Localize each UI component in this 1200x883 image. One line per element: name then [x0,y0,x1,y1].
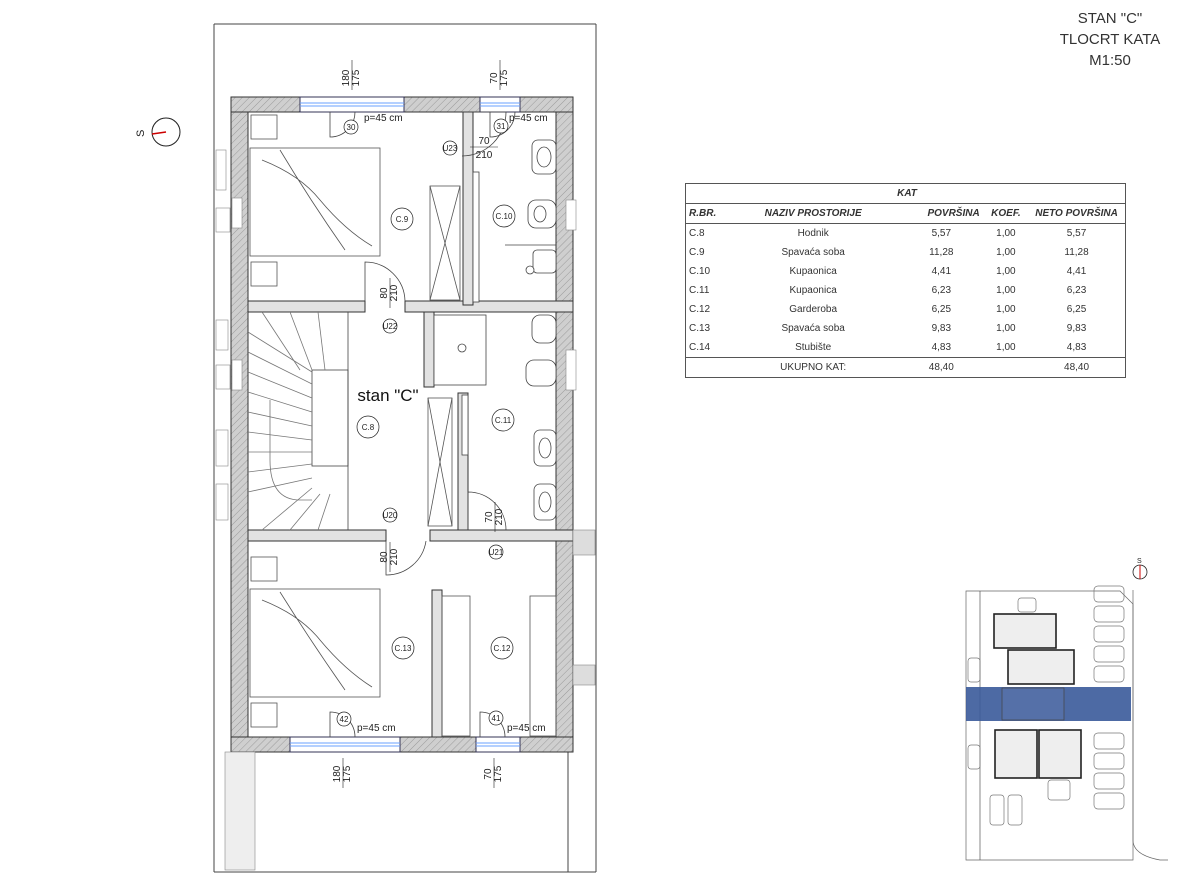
cell-rbr: C.10 [686,262,728,281]
cell-povrsina: 6,25 [931,304,952,315]
cell-neto: 6,23 [1028,281,1125,300]
room-tag-c11: C.11 [494,416,512,425]
bed-lower [250,557,380,727]
cell-povrsina: 4,41 [931,266,952,277]
cell-povrsina: 9,83 [931,323,952,334]
cell-povrsina: 11,28 [929,247,954,258]
window-tag-41: 41 [491,714,501,723]
cell-koef: 1,00 [996,304,1016,315]
window-tag-42: 42 [339,715,349,724]
total-label: UKUPNO KAT: [727,358,899,378]
cell-koef: 1,00 [996,247,1016,258]
cell-neto: 9,83 [1028,319,1125,338]
apartment-label: stan "C" [357,386,419,405]
table-section-label: KAT [686,184,1126,204]
window-dim-bottom-left-width: 180 [332,765,343,783]
cell-koef: 1,00 [996,342,1016,353]
window-dim-bottom-left-height: 175 [342,765,353,783]
door-dim-u21-height: 210 [494,508,505,526]
header-koef: KOEF. [984,204,1028,224]
key-plan [966,586,1168,860]
cell-naziv: Hodnik [797,228,829,239]
door-dim-u22-height: 210 [389,284,400,302]
cell-rbr: C.13 [686,319,728,338]
cell-neto: 5,57 [1028,224,1125,244]
window-dim-top-right-width: 70 [489,72,500,84]
cell-koef: 1,00 [996,266,1016,277]
title-scale: M1:50 [1089,52,1131,69]
room-tag-c8: C.8 [361,423,375,432]
sill-label-top-right: p=45 cm [509,113,548,124]
cell-rbr: C.12 [686,300,728,319]
cell-rbr: C.11 [686,281,728,300]
door-dim-u21-width: 70 [484,511,495,523]
door-tag-u22: U22 [382,322,398,331]
cell-koef: 1,00 [996,285,1016,296]
room-tag-c10: C.10 [495,212,513,221]
sill-label-bottom-left: p=45 cm [357,723,396,734]
hallway-wardrobe [428,398,452,526]
cell-neto: 4,83 [1028,338,1125,358]
door-tag-u23: U23 [442,144,458,153]
header-rbr: R.BR. [686,204,728,224]
svg-text:S: S [135,129,147,137]
room-tag-c9: C.9 [395,215,409,224]
cell-naziv: Spavaća soba [781,247,845,258]
cell-rbr: C.9 [686,243,728,262]
bedroom-wardrobe [430,186,460,300]
window-dim-top-left-width: 180 [341,69,352,87]
sill-label-bottom-right: p=45 cm [507,723,546,734]
title-drawing: TLOCRT KATA [1059,31,1161,48]
window-dim-top-left-height: 175 [351,69,362,87]
door-dim-u23-width: 70 [478,136,490,147]
door-dim-u20-height: 210 [389,548,400,566]
window-tag-31: 31 [496,122,506,131]
staircase [248,312,348,530]
window-dim-bottom-right-width: 70 [483,768,494,780]
title-apartment: STAN "C" [1077,10,1143,27]
cell-rbr: C.14 [686,338,728,358]
window-dim-top-right-height: 175 [499,69,510,87]
cell-neto: 4,41 [1028,262,1125,281]
room-tag-c13: C.13 [394,644,412,653]
cell-naziv: Spavaća soba [781,323,845,334]
cell-rbr: C.8 [686,224,728,244]
key-plan-north-arrow-icon [1133,558,1147,579]
cell-neto: 11,28 [1028,243,1125,262]
door-dim-u20-width: 80 [379,551,390,563]
door-tag-u20: U20 [382,511,398,520]
header-povrsina: POVRŠINA [899,204,984,224]
window-tag-30: 30 [346,123,356,132]
cell-povrsina: 5,57 [931,228,952,239]
bed-upper [250,115,380,286]
cell-koef: 1,00 [996,323,1016,334]
svg-text:S: S [1137,558,1142,565]
cell-naziv: Kupaonica [789,266,837,277]
cell-koef: 1,00 [996,228,1016,239]
cell-neto: 6,25 [1028,300,1125,319]
room-tag-c12: C.12 [493,644,511,653]
north-arrow-icon [135,118,180,146]
header-neto: NETO POVRŠINA [1028,204,1125,224]
door-tag-u21: U21 [488,548,504,557]
cell-povrsina: 6,23 [931,285,952,296]
cell-naziv: Stubište [795,342,832,353]
door-dim-u22-width: 80 [379,287,390,299]
cell-naziv: Garderoba [789,304,838,315]
door-dim-u23-height: 210 [475,150,493,161]
sill-label-top-left: p=45 cm [364,113,403,124]
cell-povrsina: 4,83 [931,342,952,353]
window-dim-bottom-right-height: 175 [493,765,504,783]
total-neto: 48,40 [1028,358,1125,378]
cell-naziv: Kupaonica [789,285,837,296]
total-povrsina: 48,40 [899,358,984,378]
header-naziv: NAZIV PROSTORIJE [727,204,899,224]
